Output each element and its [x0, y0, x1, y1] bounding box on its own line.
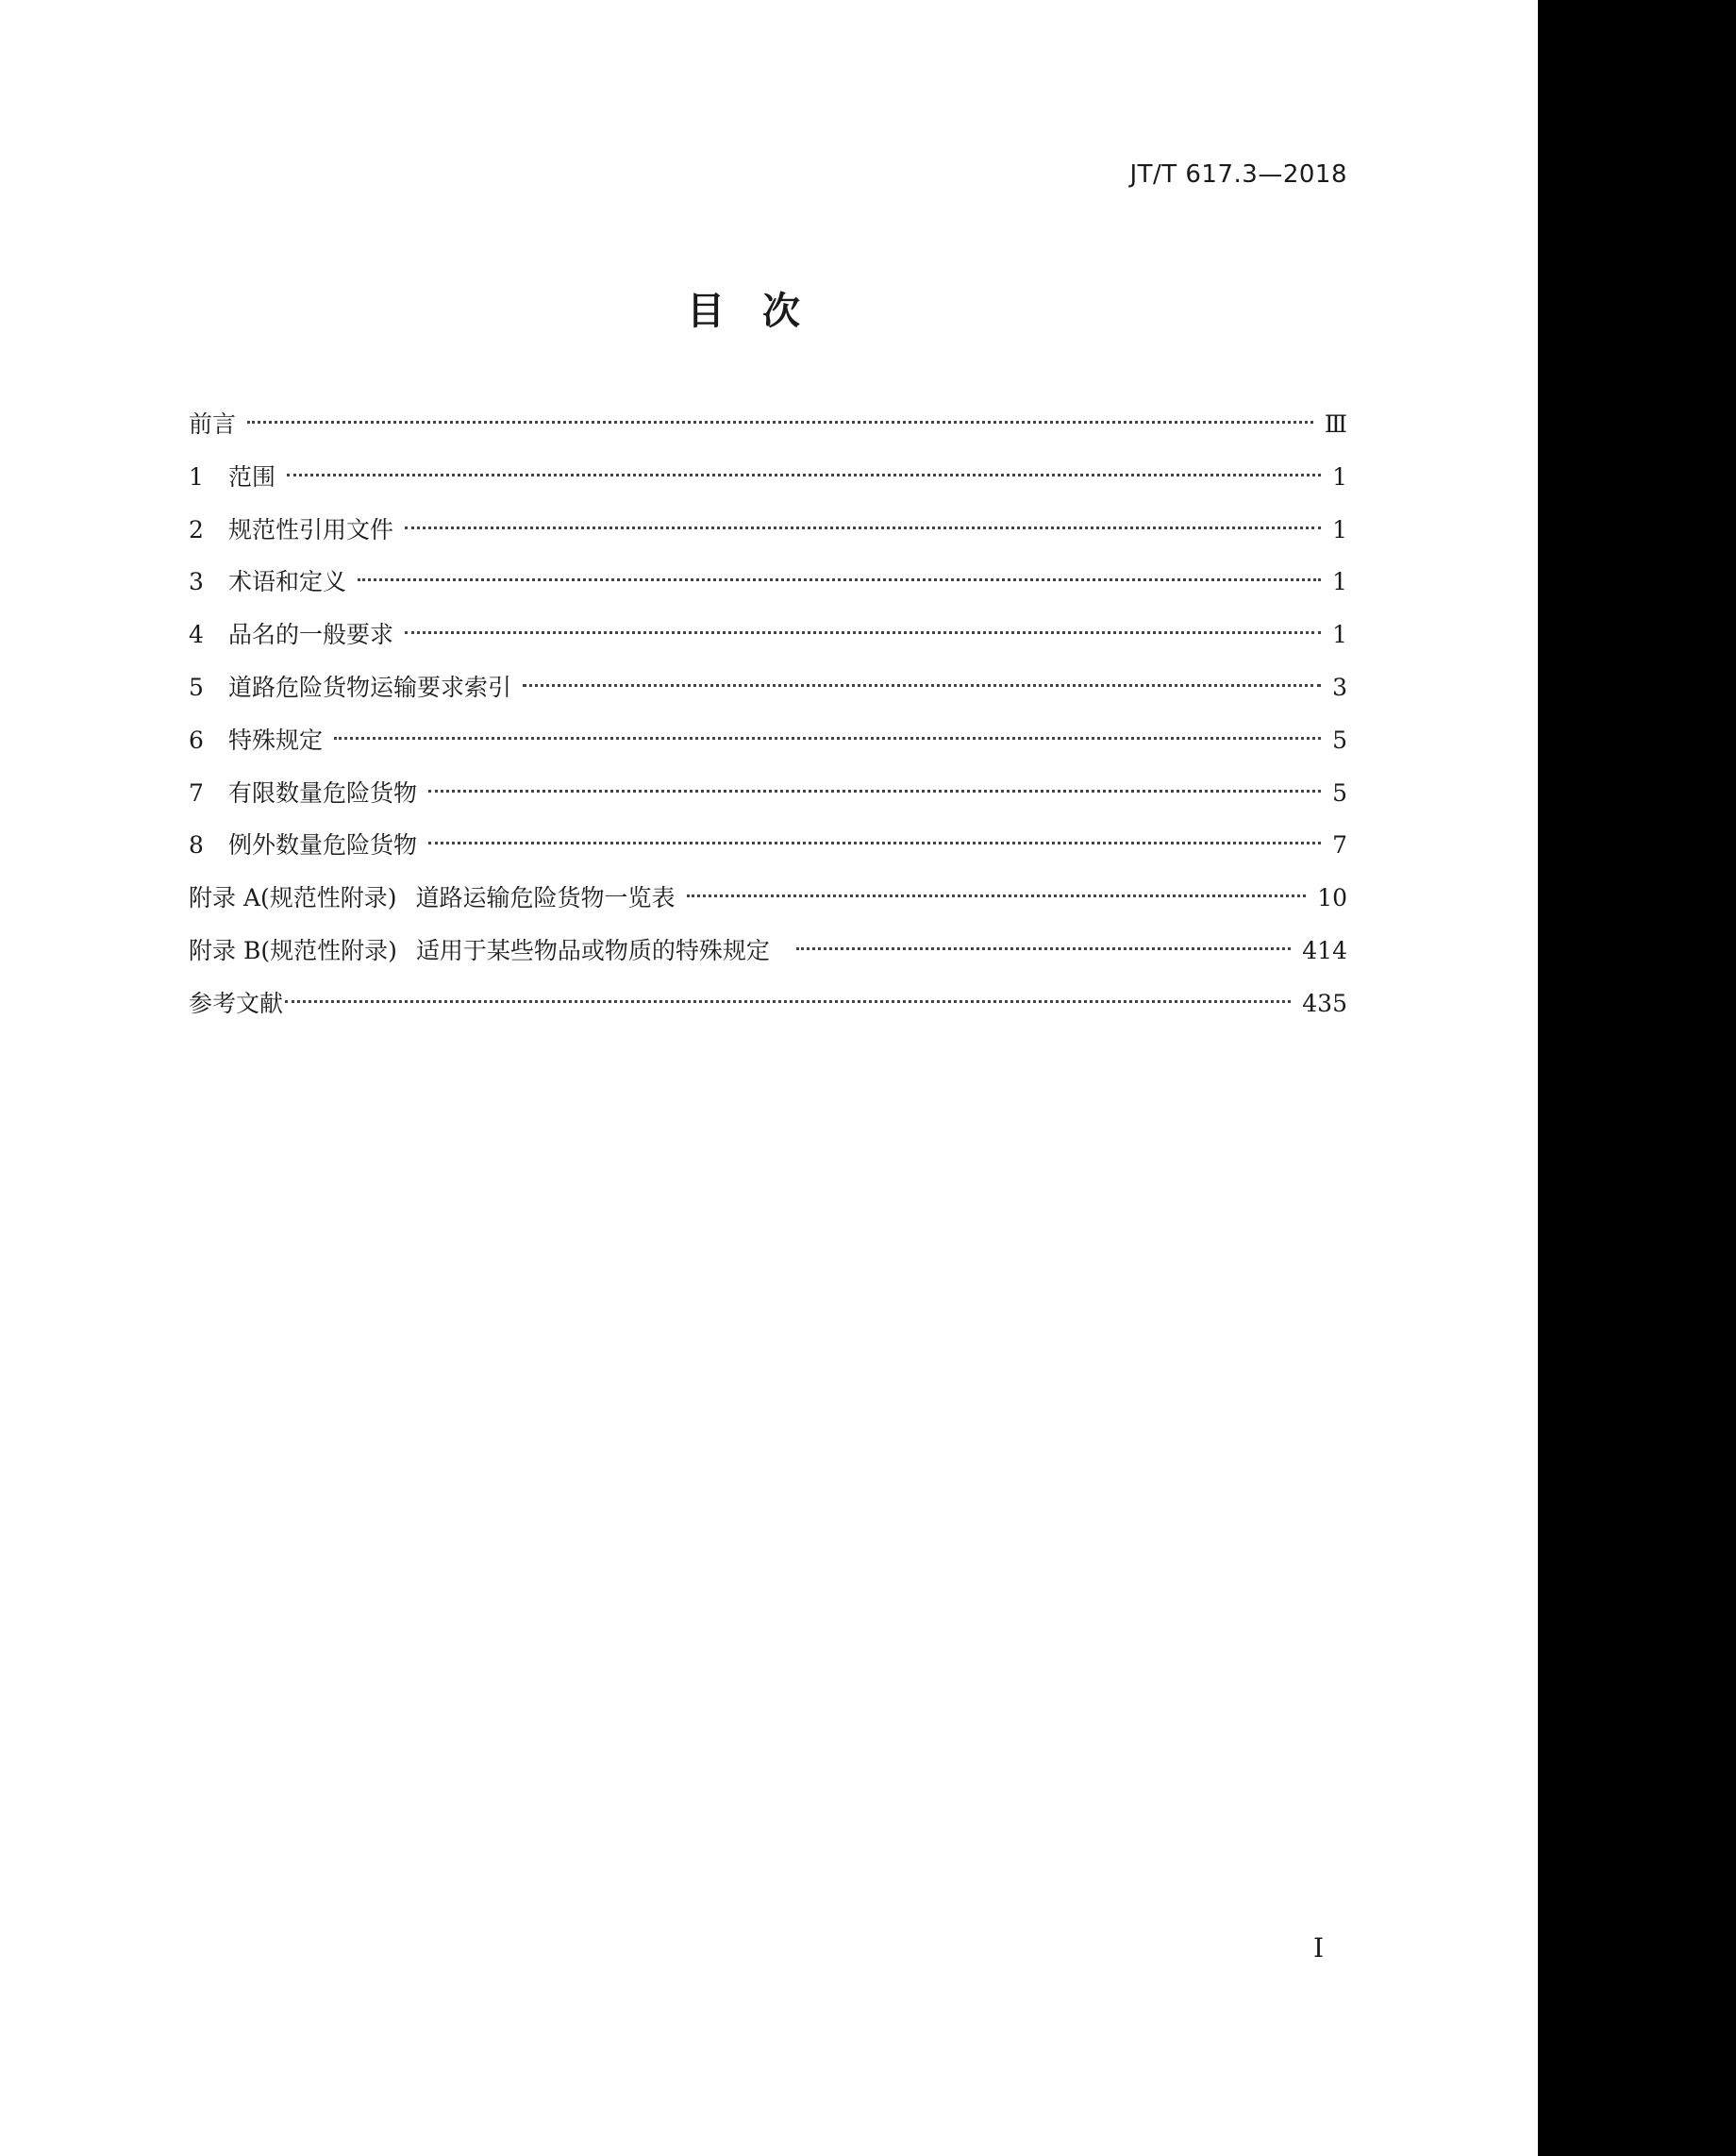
toc-entry-page: 414 — [1302, 936, 1347, 964]
toc-entry-label — [189, 877, 676, 919]
toc-entry-page: 1 — [1332, 462, 1347, 491]
toc-entry-preface[interactable] — [189, 404, 1347, 457]
toc-entry-label: 特殊规定 — [228, 726, 324, 754]
toc-entry-label: 前言 — [189, 410, 237, 438]
toc-title: 目 次 — [687, 290, 800, 333]
toc-entry-label: 范围 — [228, 462, 276, 491]
dot-leader — [358, 578, 1321, 581]
dot-leader — [405, 526, 1321, 529]
dot-leader — [285, 1000, 1291, 1003]
toc-entry-scope[interactable] — [189, 457, 1347, 510]
toc-entry-page: 3 — [1332, 673, 1347, 701]
toc-entry-number: 1 — [189, 462, 204, 491]
toc-entry-number: 6 — [189, 726, 204, 754]
toc-entry-annex-b[interactable] — [189, 930, 1347, 983]
toc-entry-limited-quantities[interactable] — [189, 773, 1347, 826]
toc-entry-number: 5 — [189, 673, 204, 701]
annex-label: 附录 B(规范性附录) — [189, 936, 397, 964]
dot-leader — [687, 894, 1307, 897]
standard-number: JT/T 617.3—2018 — [1129, 160, 1347, 189]
toc-entry-page: Ⅲ — [1324, 410, 1347, 438]
page-number: I — [1313, 1932, 1325, 1964]
toc-entry-number: 4 — [189, 621, 204, 649]
toc-entry-page: 1 — [1332, 515, 1347, 543]
toc-entry-number: 7 — [189, 778, 204, 807]
toc-entry-label: 有限数量危险货物 — [228, 778, 418, 807]
toc-entry-special-provisions[interactable] — [189, 720, 1347, 773]
toc-entry-label: 道路危险货物运输要求索引 — [228, 673, 512, 701]
toc-entry-bibliography[interactable] — [189, 983, 1347, 1036]
dot-leader — [287, 474, 1321, 476]
toc-entry-page: 1 — [1332, 568, 1347, 596]
toc-entry-label: 参考文献 — [189, 989, 284, 1017]
toc-entry-page: 5 — [1332, 726, 1347, 754]
annex-label: 附录 A(规范性附录) — [189, 884, 397, 912]
dot-leader — [247, 421, 1313, 424]
dot-leader — [334, 737, 1321, 740]
dot-leader — [428, 842, 1321, 844]
toc-entry-page: 10 — [1317, 884, 1347, 912]
toc-entry-number: 2 — [189, 515, 204, 543]
toc-entry-page: 435 — [1302, 989, 1347, 1017]
toc-entry-excepted-quantities[interactable] — [189, 825, 1347, 877]
toc-entry-page: 7 — [1332, 831, 1347, 860]
toc-entry-normative-references[interactable] — [189, 510, 1347, 562]
toc-entry-page: 1 — [1332, 621, 1347, 649]
toc-entry-label: 术语和定义 — [228, 568, 347, 596]
toc-entry-page: 5 — [1332, 778, 1347, 807]
annex-subtitle: 道路运输危险货物一览表 — [415, 884, 676, 912]
toc-entry-terms-definitions[interactable] — [189, 561, 1347, 614]
table-of-contents — [189, 404, 1347, 1036]
toc-entry-label — [189, 930, 770, 972]
annex-subtitle: 适用于某些物品或物质的特殊规定 — [415, 936, 770, 964]
toc-entry-number: 8 — [189, 831, 204, 860]
toc-entry-naming-requirements[interactable] — [189, 614, 1347, 667]
toc-entry-annex-a[interactable] — [189, 877, 1347, 930]
dot-leader — [405, 631, 1321, 634]
scan-margin-band — [1538, 0, 1736, 2156]
toc-entry-number: 3 — [189, 568, 204, 596]
dot-leader — [428, 790, 1321, 793]
toc-entry-label: 例外数量危险货物 — [228, 831, 418, 860]
toc-entry-transport-index[interactable] — [189, 667, 1347, 720]
dot-leader — [796, 947, 1291, 950]
toc-entry-label: 品名的一般要求 — [228, 621, 394, 649]
dot-leader — [523, 684, 1321, 687]
toc-entry-label: 规范性引用文件 — [228, 515, 394, 543]
